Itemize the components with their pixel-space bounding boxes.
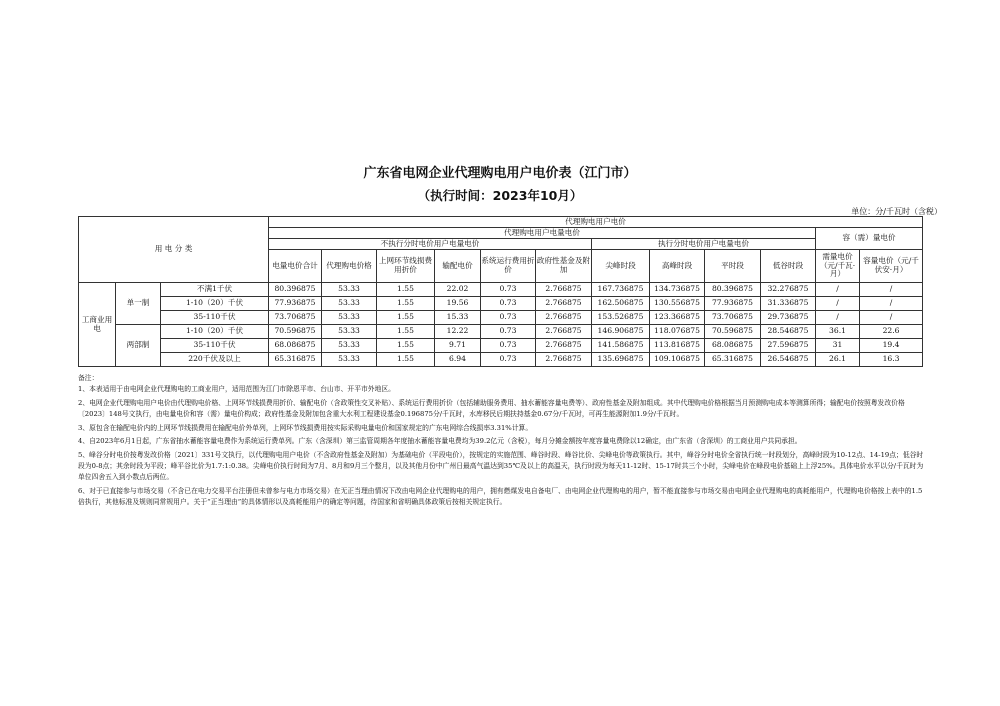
table-cell: 31.336875 [761,297,816,311]
column-header: 系统运行费用折价 [481,250,536,283]
table-cell: 109.106875 [650,353,705,367]
table-cell: 53.33 [322,325,377,339]
table-cell: 70.596875 [269,325,322,339]
table-cell: 135.696875 [592,353,650,367]
column-header: 代理购电价格 [322,250,377,283]
table-cell: 0.73 [481,297,536,311]
table-cell: 15.33 [435,311,481,325]
column-header: 尖峰时段 [592,250,650,283]
table-cell: 77.936875 [269,297,322,311]
column-header: 需量电价（元/千瓦·月） [816,250,860,283]
table-cell: 167.736875 [592,283,650,297]
table-cell: 2.766875 [536,283,592,297]
table-cell: 68.086875 [705,339,761,353]
note-item: 4、自2023年6月1日起，广东省抽水蓄能容量电费作为系统运行费单列。广东（含深圳）第三监管周期各年度抽水蓄能容量电费均为39.2亿元（含税），每月分摊金额按年度容量电费除以12确定，由广东省（含深圳）的工商业用户共同承担。 [78,437,802,446]
column-header: 政府性基金及附加 [536,250,592,283]
group-single-cell: 单一制 [116,283,161,325]
table-cell: 22.02 [435,283,481,297]
table-cell: 1.55 [377,325,435,339]
group-two-cell: 两部制 [116,325,161,367]
table-cell: 0.73 [481,339,536,353]
table-cell: 80.396875 [269,283,322,297]
table-row [79,283,923,297]
table-cell: / [860,311,923,325]
agent-energy-header: 代理购电用户电量电价 [269,228,816,239]
table-cell: / [816,297,860,311]
table-cell: 70.596875 [705,325,761,339]
note-item: 3、原包含在输配电价内的上网环节线损费用在输配电价外单列，上网环节线损费用按实际采购电量电价和国家规定的广东电网综合线损率3.31%计算。 [78,423,533,432]
table-cell: 65.316875 [269,353,322,367]
voltage-level: 35-110千伏 [161,339,269,353]
voltage-level: 1-10（20）千伏 [161,297,269,311]
table-cell: 2.766875 [536,325,592,339]
table-row [79,339,923,353]
table-cell: / [860,297,923,311]
table-cell: 1.55 [377,353,435,367]
table-cell: 1.55 [377,339,435,353]
table-cell: 53.33 [322,297,377,311]
capacity-header: 容（需）量电价 [816,228,923,250]
category-cell: 工商业用电 [79,283,116,367]
column-header: 平时段 [705,250,761,283]
column-header: 低谷时段 [761,250,816,283]
table-cell: 0.73 [481,311,536,325]
table-cell: / [860,283,923,297]
note-item: 6、对于已直接参与市场交易（不含已在电力交易平台注册但未曾参与电力市场交易）在无正当理由情况下改由电网企业代理购电的用户，拥有燃煤发电自备电厂、由电网企业代理购电的用户，暂不能直接参与市场交易由电网企业代理购电的高耗能用户，代理购电价格按上表中的1.5倍执行，其他标准及规则同常规用户。关于“正当理由”的具体情形以及高耗能用户的确定等问题，待国家和省明确具体政策后按相关规定执行。 [78,486,923,506]
table-cell: 26.1 [816,353,860,367]
table-cell: 19.56 [435,297,481,311]
note-item: 1、本表适用于由电网企业代理购电的工商业用户，适用范围为江门市除恩平市、台山市、开平市外地区。 [78,384,395,393]
non-tou-header: 不执行分时电价用户电量电价 [269,239,592,250]
table-row [79,297,923,311]
table-cell: 65.316875 [705,353,761,367]
table-cell: 77.936875 [705,297,761,311]
table-row [79,353,923,367]
table-cell: 1.55 [377,297,435,311]
document-title: 广东省电网企业代理购电用户电价表（江门市） [363,166,637,181]
column-header: 高峰时段 [650,250,705,283]
voltage-level: 35-110千伏 [161,311,269,325]
table-cell: 22.6 [860,325,923,339]
column-header: 电量电价合计 [269,250,322,283]
table-cell: 53.33 [322,353,377,367]
table-cell: 123.366875 [650,311,705,325]
unit-label: 单位：分/千瓦时（含税） [851,207,942,216]
column-header: 上网环节线损费用折价 [377,250,435,283]
agent-price-header: 代理购电用户电价 [269,217,923,228]
table-cell: 27.596875 [761,339,816,353]
voltage-level: 1-10（20）千伏 [161,325,269,339]
table-cell: 113.816875 [650,339,705,353]
table-cell: 2.766875 [536,311,592,325]
note-item: 2、电网企业代理购电用户电价由代理购电价格、上网环节线损费用折价、输配电价（含政策性交叉补贴）、系统运行费用折价（包括辅助服务费用、抽水蓄能容量电费等）、政府性基金及附加组成。其中代理购电价格根据当月预测购电成本等测算所得；输配电价按照粤发改价格〔2023〕148号文执行，由电量电价和容（需）量电价构成；政府性基金及附加包含重大水利工程建设基金0.196875分/千瓦时，水库移民后期扶持基金0.67分/千瓦时，可再生能源附加1.9分/千瓦时。 [78,398,905,418]
table-cell: 32.276875 [761,283,816,297]
table-cell: 146.906875 [592,325,650,339]
table-cell: 68.086875 [269,339,322,353]
voltage-level: 220千伏及以上 [161,353,269,367]
table-cell: 80.396875 [705,283,761,297]
voltage-level: 不满1千伏 [161,283,269,297]
notes-heading: 备注： [78,374,99,382]
table-cell: 2.766875 [536,353,592,367]
table-cell: 2.766875 [536,339,592,353]
notes-section [78,373,924,511]
table-cell: 1.55 [377,283,435,297]
tou-header: 执行分时电价用户电量电价 [592,239,816,250]
table-cell: 9.71 [435,339,481,353]
column-header: 容量电价（元/千伏安·月） [860,250,923,283]
table-cell: 0.73 [481,325,536,339]
table-cell: 0.73 [481,353,536,367]
table-cell: 53.33 [322,311,377,325]
table-cell: 53.33 [322,283,377,297]
table-cell: 153.526875 [592,311,650,325]
table-cell: 0.73 [481,283,536,297]
usage-class-header: 用 电 分 类 [79,217,269,283]
table-cell: 6.94 [435,353,481,367]
table-cell: 28.546875 [761,325,816,339]
table-cell: 73.706875 [705,311,761,325]
table-cell: 29.736875 [761,311,816,325]
table-cell: 118.076875 [650,325,705,339]
table-cell: 134.736875 [650,283,705,297]
table-cell: 26.546875 [761,353,816,367]
table-cell: 2.766875 [536,297,592,311]
column-header: 输配电价 [435,250,481,283]
table-row [79,311,923,325]
table-cell: 162.506875 [592,297,650,311]
table-cell: 1.55 [377,311,435,325]
table-row [79,325,923,339]
table-cell: 31 [816,339,860,353]
table-cell: 12.22 [435,325,481,339]
document-subtitle: （执行时间：2023年10月） [417,188,583,203]
table-cell: 130.556875 [650,297,705,311]
table-cell: 141.586875 [592,339,650,353]
table-cell: 73.706875 [269,311,322,325]
note-item: 5、峰谷分时电价按粤发改价格〔2021〕331号文执行，以代理购电用户电价（不含政府性基金及附加）为基础电价（平段电价），按规定的实施范围、峰谷时段、峰谷比价、尖峰电价等政策执行。其中，峰谷分时电价全省执行统一时段划分，高峰时段为10-12点、14-19点；低谷时段为0-8点；其余时段为平段；峰平谷比价为1.7:1:0.38。尖峰电价执行时间为7月、8月和9月三个整月，以及其他月份中广州日最高气温达到35℃及以上的高温天，执行时段为每天11-12时、15-17时共三个小时，尖峰电价在峰段电价基础上上浮25%。具体电价水平以分/千瓦时为单位四舍五入到小数点后两位。 [78,451,924,481]
table-cell: 16.3 [860,353,923,367]
table-cell: / [816,311,860,325]
table-cell: / [816,283,860,297]
table-cell: 36.1 [816,325,860,339]
table-cell: 19.4 [860,339,923,353]
table-cell: 53.33 [322,339,377,353]
tariff-table [78,216,923,367]
